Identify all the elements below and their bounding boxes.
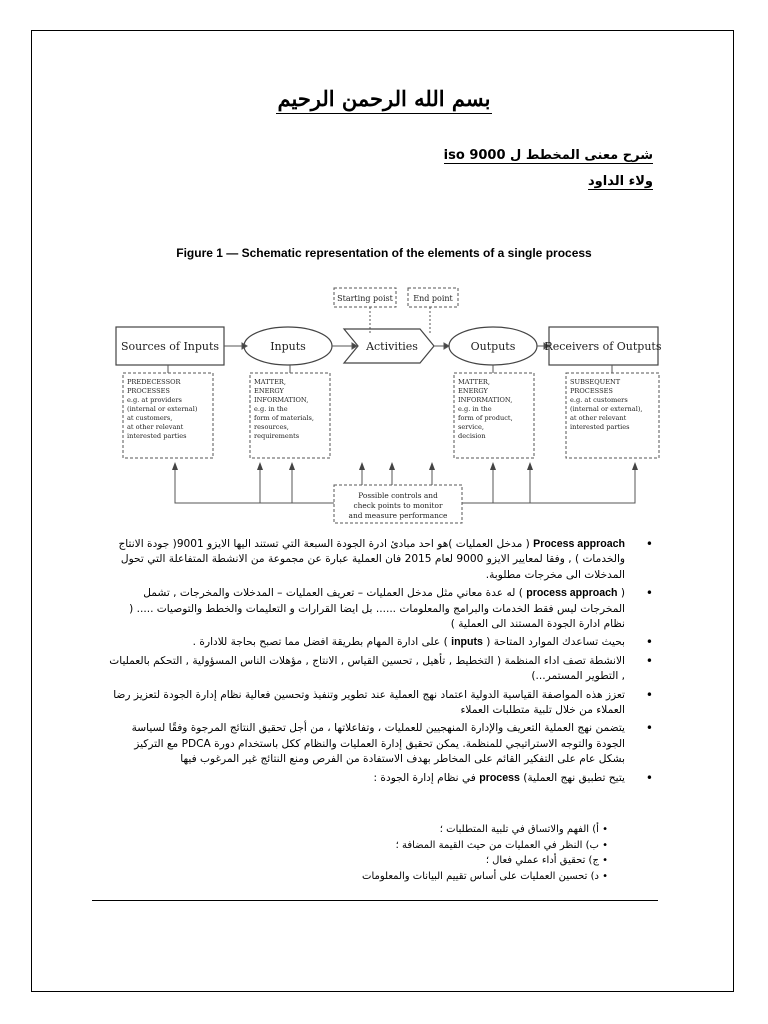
bullet-strong: inputs: [451, 636, 483, 649]
outputs-note-line: MATTER,: [458, 378, 490, 386]
sources-note-line: e.g. at providers: [127, 396, 182, 404]
receivers-note-line: e.g. at customers: [570, 396, 628, 404]
bullet-item: [105, 635, 625, 650]
bullet-text: في نظام إدارة الجودة :: [373, 771, 480, 784]
author-text: ولاء الداود: [588, 174, 653, 189]
inputs-note-line: form of materials,: [254, 414, 314, 422]
sources-note-line: at customers,: [127, 414, 173, 422]
sources-note-line: PREDECESSOR: [127, 378, 181, 386]
outputs-note-line: service,: [458, 423, 484, 431]
bullet-item: [105, 537, 625, 583]
receivers-note-line: (internal or external),: [570, 405, 643, 413]
sub-item: • ج) تحقيق أداء عملي فعال ؛: [485, 855, 608, 866]
bullet-item: [105, 721, 625, 767]
sources-of-inputs-label: Sources of Inputs: [120, 340, 220, 353]
controls-line: Possible controls and: [358, 491, 438, 500]
bullet-list: [105, 537, 625, 789]
activities-label: Activities: [366, 340, 418, 353]
subtitle-text: شرح معنى المخطط ل iso 9000: [443, 148, 653, 163]
receivers-note-line: PROCESSES: [570, 387, 613, 395]
sub-item-list: [188, 822, 608, 884]
bullet-prefix: (: [617, 587, 625, 600]
inputs-note-line: resources,: [254, 423, 289, 431]
bullet-prefix: يتيح تطبيق نهج العملية): [519, 771, 625, 784]
sources-note-line: (internal or external): [127, 405, 198, 413]
bottom-rule: [92, 900, 658, 901]
outputs-note-line: ENERGY: [458, 387, 488, 395]
inputs-note-line: INFORMATION,: [254, 396, 309, 404]
sources-note-line: interested parties: [127, 432, 187, 440]
inputs-label: Inputs: [270, 340, 306, 353]
outputs-note-line: form of product,: [458, 414, 513, 422]
sub-item: • ب) النظر في العمليات من حيث القيمة المضافة ؛: [395, 839, 608, 851]
receivers-note-line: at other relevant: [570, 414, 627, 422]
bullet-item: [105, 586, 625, 632]
bullet-text: ( مدخل العمليات )هو احد مبادئ ادرة الجودة السبعة التي تستند اليها الايزو 9001( جودة الانتاج والخدمات ) , وفقا لمعايير الايزو 9000 لعام 2015 فان العملية عبارة عن مجموعة من الانشطة المتفاعلة التي تحول المدخلات الى مخرجات مطلوبة.: [118, 538, 625, 581]
controls-line: check points to monitor: [353, 501, 443, 510]
starting-point-label: Starting poist: [337, 294, 393, 303]
process-diagram: [100, 285, 670, 530]
bullet-item: [105, 688, 625, 719]
receivers-note-line: interested parties: [570, 423, 630, 431]
bullet-text: تعزز هذه المواصفة القياسية الدولية اعتماد نهج العملية عند تطوير وتنفيذ وتحسين فعالية نظام إدارة الجودة لتعزيز رضا العملاء من خلال تلبية متطلبات العملاء: [113, 688, 625, 717]
bullet-strong: Process approach: [533, 538, 625, 550]
sub-item: • أ) الفهم والاتساق في تلبية المتطلبات ؛: [439, 824, 608, 835]
author-name: [588, 174, 653, 189]
figure-title: Figure 1 — Schematic representation of the elements of a single process: [176, 246, 592, 260]
bullet-item: [105, 654, 625, 685]
receivers-note-line: SUBSEQUENT: [570, 378, 621, 386]
bullet-text: ) على ادارة المهام بطريقة افضل مما تصبح بحاجة للادارة .: [192, 636, 452, 649]
subtitle: [444, 148, 653, 163]
basmala-heading: [0, 86, 768, 111]
outputs-note-line: decision: [458, 432, 486, 440]
outputs-note-line: INFORMATION,: [458, 396, 513, 404]
basmala-text: بسم الله الرحمن الرحيم: [276, 86, 493, 114]
bullet-strong: process approach: [526, 587, 618, 600]
receivers-of-outputs-label: Receivers of Outputs: [544, 340, 662, 353]
sources-note-line: at other relevant: [127, 423, 184, 431]
outputs-label: Outputs: [470, 340, 516, 353]
inputs-note-line: e.g. in the: [254, 405, 288, 413]
bullet-text: ) له عدة معاني مثل مدخل العمليات – تعريف العمليات – المدخلات والمخرجات , تشمل المخرجات ليس فقط الخدمات والبرامج والمعلومات ...... بل ايضا القرارات و التعليمات والخطط والتوصيات ..... ( نظام ادارة الجودة المستند الى العملية ): [129, 587, 625, 631]
inputs-note-line: ENERGY: [254, 387, 284, 395]
bullet-prefix: بحيث تساعدك الموارد المتاحة (: [482, 636, 625, 649]
inputs-note-line: MATTER,: [254, 378, 286, 386]
controls-line: and measure performance: [348, 511, 448, 520]
end-point-label: End point: [413, 294, 453, 303]
sub-item: • د) تحسين العمليات على أساس تقييم البيانات والمعلومات: [362, 870, 608, 882]
bullet-text: الانشطة تصف اداء المنظمة ( التخطيط , تأهيل , تحسين القياس , الانتاج , مؤهلات الناس المسؤولية , التحكم بالعمليات , التطوير المستمر...): [109, 654, 625, 683]
inputs-note-line: requirements: [254, 432, 300, 440]
bullet-item: [105, 771, 625, 786]
bullet-strong: process: [479, 771, 520, 784]
bullet-text: يتضمن نهج العملية التعريف والإدارة المنهجيين للعمليات ، وتفاعلاتها ، من أجل تحقيق النتائج المرجوة وفقًا لسياسة الجودة والتوجه الاستراتيجي للمنظمة. يمكن تحقيق إدارة العمليات والنظام ككل باستخدام دورة PDCA مع التركيز بشكل عام على التفكير القائم على المخاطر بهدف الاستفادة من الفرص ومنع النتائج غير المرغوب فيها: [131, 722, 625, 766]
sources-note-line: PROCESSES: [127, 387, 170, 395]
outputs-note-line: e.g. in the: [458, 405, 492, 413]
